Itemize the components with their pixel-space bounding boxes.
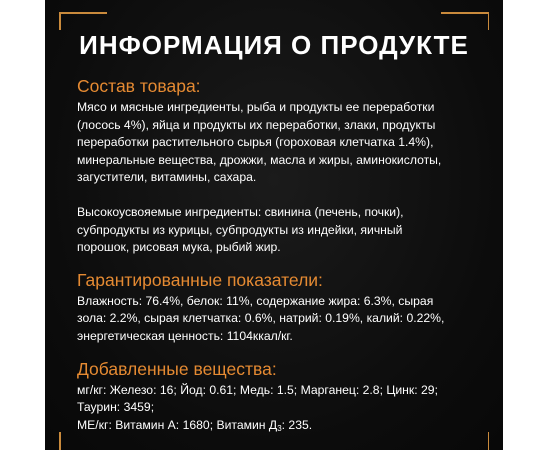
- composition-line: Мясо и мясные ингредиенты, рыба и продукты ее переработки: [77, 100, 435, 114]
- composition-paragraph: [77, 99, 487, 187]
- guaranteed-heading: Гарантированные показатели:: [77, 269, 323, 290]
- additives-vitamin-line: [77, 417, 487, 438]
- composition-line: (лосось 4%), яйца и продукты их переработки, злаки, продукты: [77, 117, 436, 132]
- digestible-ingredients-paragraph: [77, 204, 487, 257]
- product-info-panel: [45, 0, 503, 450]
- composition-line: минеральные вещества, дрожжи, масла и жиры, аминокислоты,: [77, 152, 442, 167]
- additives-heading: Добавленные вещества:: [77, 358, 277, 379]
- guaranteed-line: Влажность: 76.4%, белок: 11%, содержание жира: 6.3%, сырая: [77, 293, 434, 308]
- frame-corner-top-right: [441, 12, 489, 14]
- digestible-line: порошок, рисовая мука, рыбий жир.: [77, 240, 281, 255]
- product-info-content: [77, 76, 487, 437]
- guaranteed-line: энергетическая ценность: 1104ккал/кг.: [77, 328, 293, 343]
- frame-edge-left-bottom: [59, 432, 61, 450]
- digestible-line: субпродукты из курицы, субпродукты из индейки, яичный: [77, 222, 403, 237]
- guaranteed-line: зола: 2.2%, сырая клетчатка: 0.6%, натрий: 0.19%, калий: 0.22%,: [77, 311, 445, 326]
- composition-line: загустители, витамины, сахара.: [77, 170, 257, 185]
- composition-line: переработки растительного сырья (гороховая клетчатка 1.4%),: [77, 135, 434, 150]
- frame-edge-right-bottom: [488, 432, 490, 450]
- vitamin-d-subscript: 3: [277, 423, 282, 433]
- additives-vitamin-prefix: МЕ/кг: Витамин А: 1680; Витамин Д: [77, 417, 278, 432]
- digestible-line: Высокоусвояемые ингредиенты: свинина (печень, почки),: [77, 204, 404, 219]
- frame-edge-left-top: [59, 12, 61, 30]
- composition-heading: Состав товара:: [77, 76, 201, 96]
- additives-line: Таурин: 3459;: [77, 400, 155, 415]
- additives-paragraph: [77, 382, 487, 438]
- frame-edge-right-top: [488, 12, 490, 30]
- page-title: ИНФОРМАЦИЯ О ПРОДУКТЕ: [79, 30, 469, 60]
- additives-line: мг/кг: Железо: 16; Йод: 0.61; Медь: 1.5; Марганец: 2.8; Цинк: 29;: [77, 382, 438, 397]
- guaranteed-paragraph: [77, 293, 487, 346]
- frame-corner-top-left: [59, 12, 107, 14]
- additives-vitamin-suffix: : 235.: [281, 417, 313, 432]
